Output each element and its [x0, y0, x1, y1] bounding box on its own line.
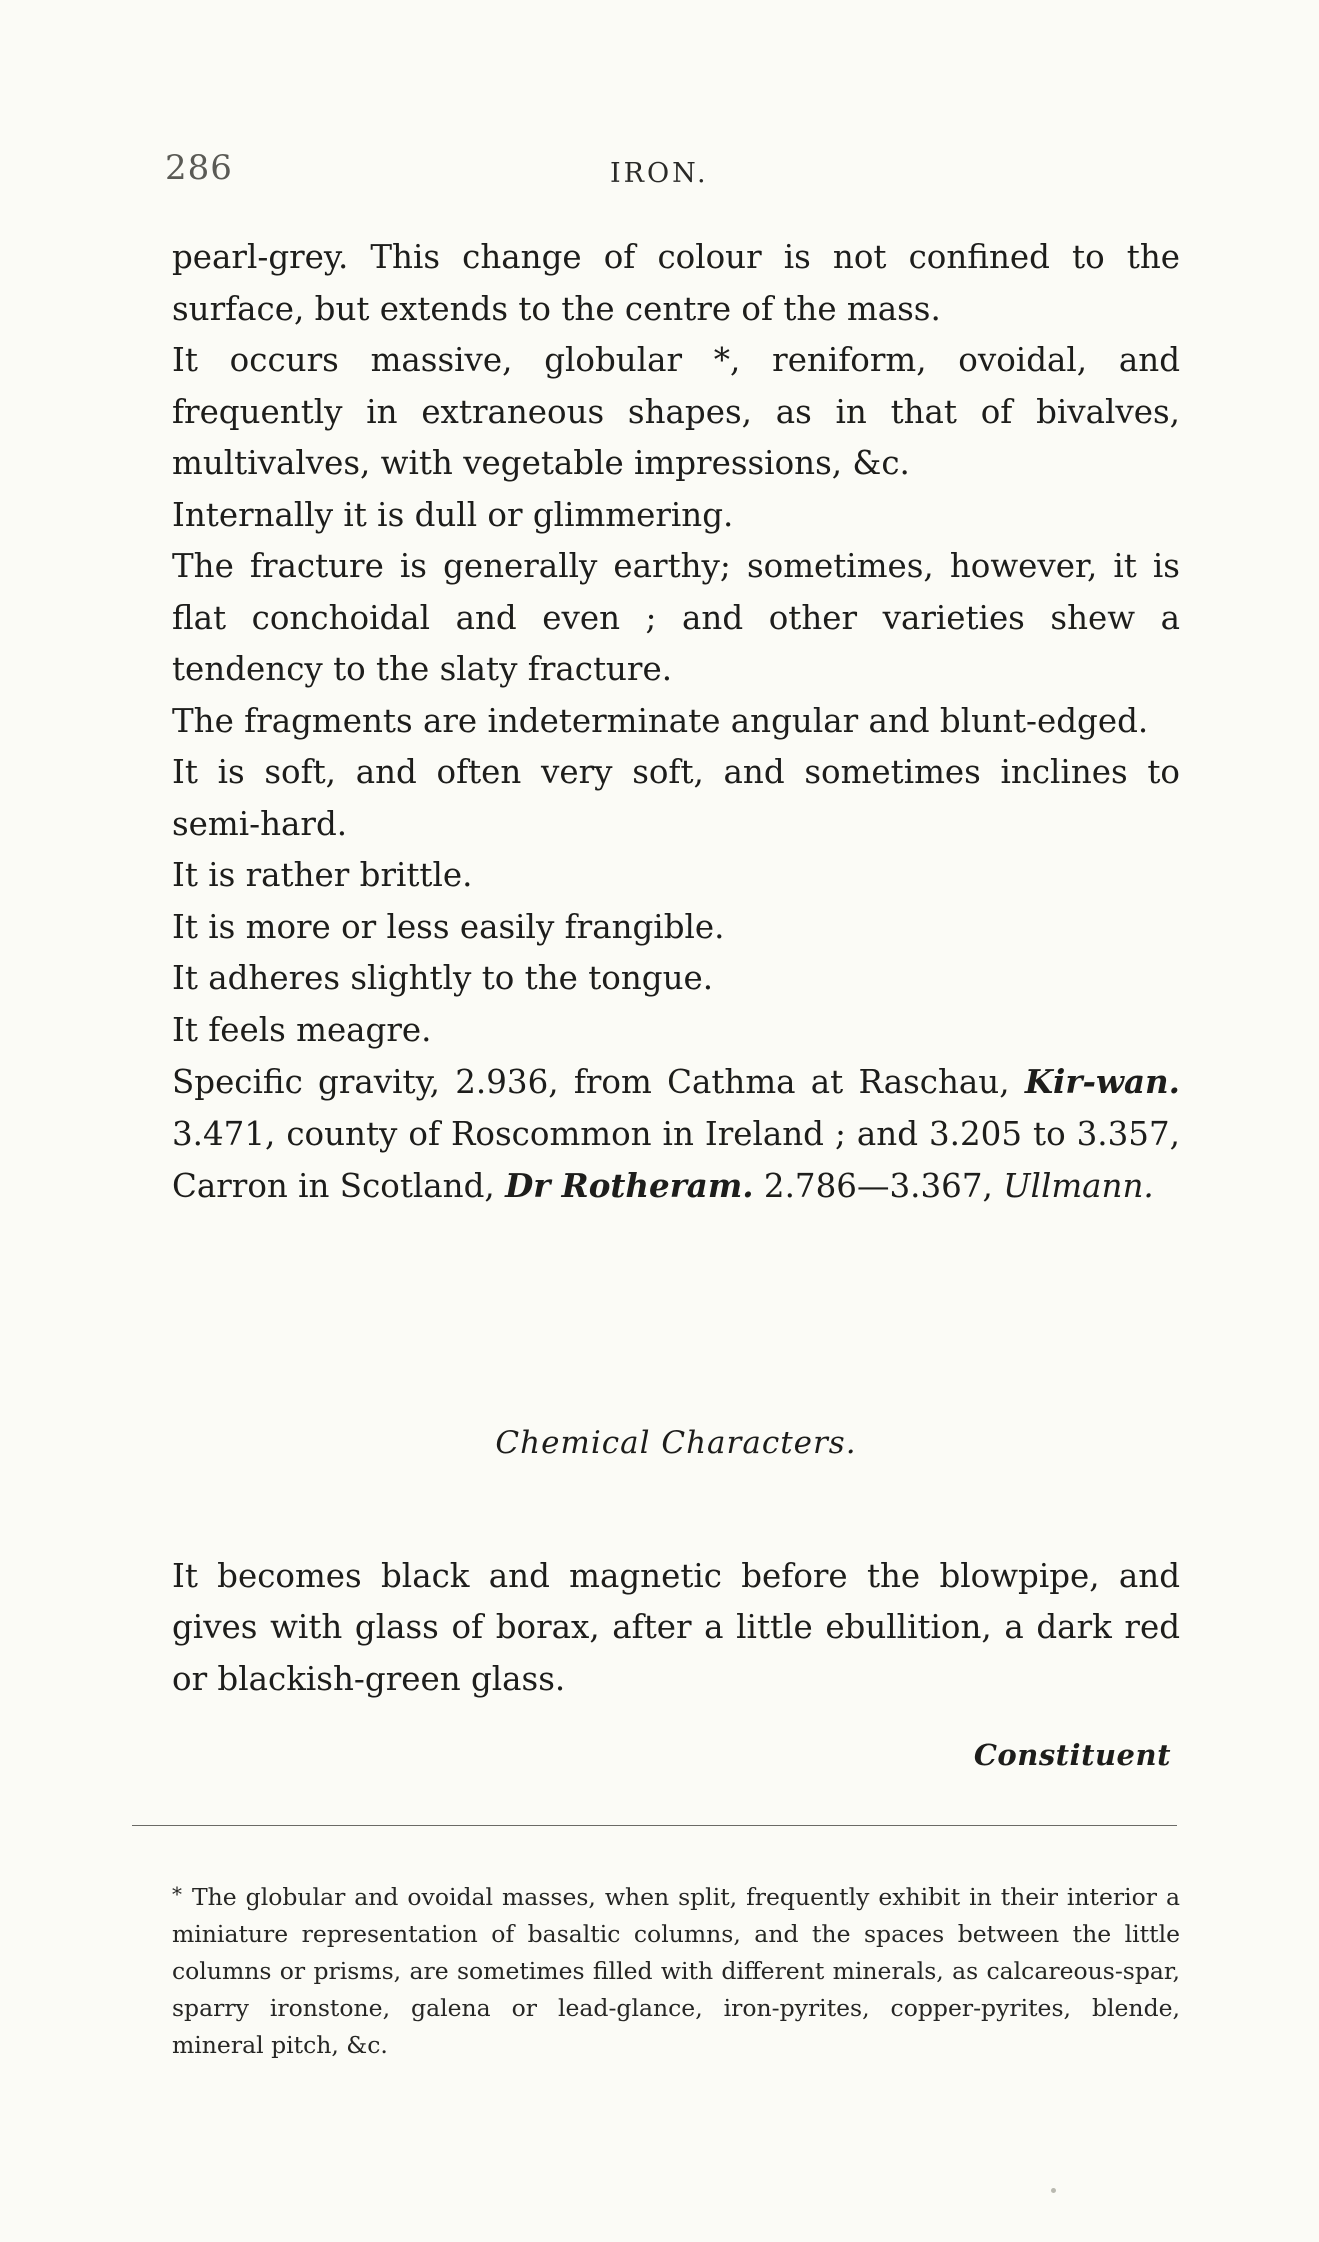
footnote-divider	[132, 1825, 1177, 1826]
paragraph-specific-gravity	[172, 1056, 1180, 1213]
gravity-author-rotheram: Dr Rotheram.	[505, 1166, 754, 1205]
page-number: 286	[165, 148, 233, 188]
gravity-text-a: Specific gravity, 2.936, from Cathma at Raschau,	[172, 1063, 1025, 1101]
gravity-text-e: 2.786—3.367,	[753, 1167, 1004, 1205]
footnote-mark: *	[172, 1881, 182, 1906]
paragraph-chemical: It becomes black and magnetic before the blowpipe, and gives with glass of borax, after a little ebullition, a dark red or blackish-green glass.	[172, 1556, 1180, 1698]
paragraph-occurrence: It occurs massive, globular *, reniform, ovoidal, and frequently in extraneous shapes, as in that of bivalves, multivalves, with vegetable impressions, &c.	[172, 341, 1180, 482]
running-head: IRON.	[610, 158, 709, 189]
paragraph-lustre: Internally it is dull or glimmering.	[172, 495, 734, 534]
page-header	[165, 148, 1175, 198]
catchword: Constituent	[973, 1738, 1171, 1772]
paragraph-feel: It feels meagre.	[172, 1010, 432, 1049]
paragraph-fracture: The fracture is generally earthy; sometimes, however, it is flat conchoidal and even ; and other varieties shew a tendency to the slaty fracture.	[172, 547, 1180, 688]
paragraph-fragments: The fragments are indeterminate angular and blunt-edged.	[172, 701, 1149, 740]
footnote-text: The globular and ovoidal masses, when split, frequently exhibit in their interior a miniature representation of basaltic columns, and the spaces between the little columns or prisms, are sometimes filled with different minerals, as calcareous-spar, sparry ironstone, galena or lead-glance, iron-pyrites, copper-pyrites, blende, mineral pitch, &c.	[172, 1882, 1180, 2059]
gravity-author-ullmann: Ullmann.	[1003, 1167, 1154, 1205]
paper-speck	[1051, 2188, 1056, 2193]
paragraph-hardness: It is soft, and often very soft, and sometimes inclines to semi-hard.	[172, 753, 1180, 843]
gravity-text-c: 3.471, county of Roscommon in Ireland ; and 3.205 to 3.357, Carron in Scotland,	[172, 1114, 1180, 1205]
paragraph-colour-change: pearl-grey. This change of colour is not confined to the surface, but extends to the centre of the mass.	[172, 238, 1180, 328]
footnote	[172, 1876, 1180, 2064]
paragraph-tongue: It adheres slightly to the tongue.	[172, 959, 714, 997]
main-text	[172, 232, 1180, 1213]
paragraph-frangibility: It is more or less easily frangible.	[172, 907, 725, 946]
paragraph-brittleness: It is rather brittle.	[172, 856, 473, 894]
section-heading: Chemical Characters.	[495, 1425, 857, 1461]
gravity-author-kirwan: Kir-wan.	[1024, 1062, 1180, 1101]
